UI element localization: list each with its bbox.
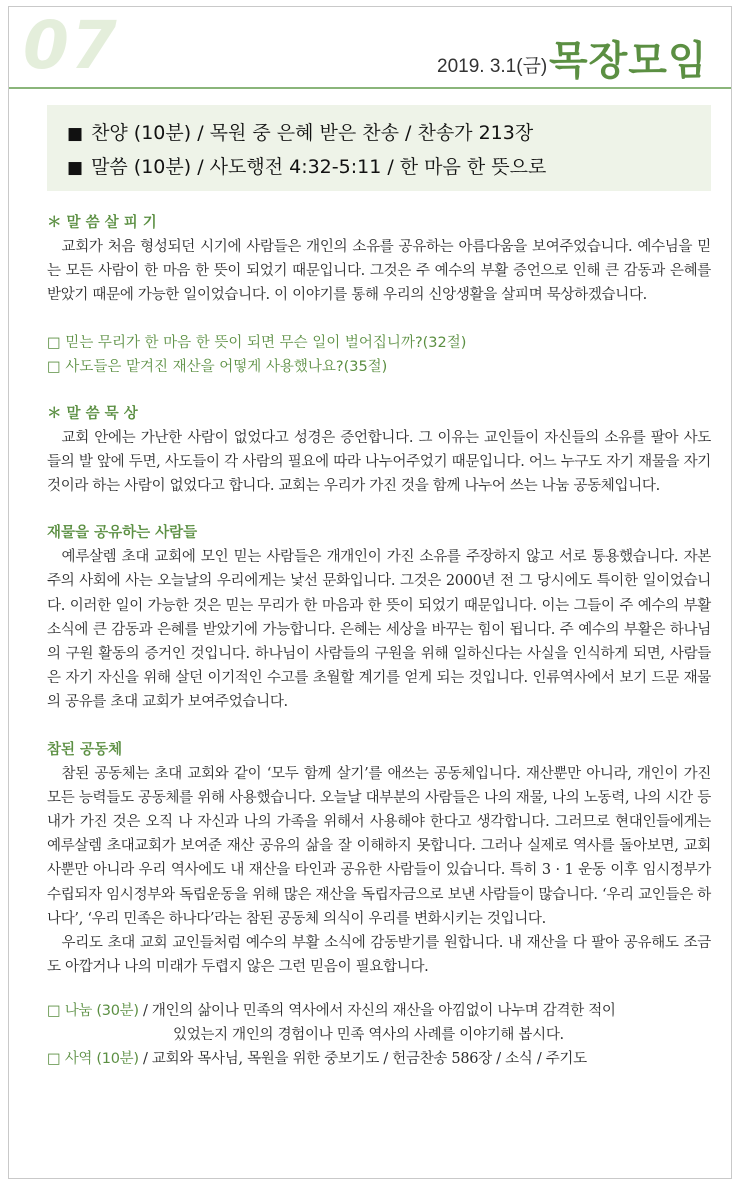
- topic-word: [67, 151, 691, 185]
- topic-praise: [67, 117, 691, 151]
- header-divider: [9, 87, 731, 89]
- page-header: [9, 7, 731, 93]
- square-bullet-icon: ■: [67, 124, 84, 144]
- section-examine-paragraph: 교회가 처음 형성되던 시기에 사람들은 개인의 소유를 공유하는 아름다움을 보여주었습니다. 예수님을 믿는 모든 사람이 한 마음 한 뜻이 되었기 때문입니다. 그것은 주 예수의 부활 증언으로 인해 큰 감동과 은혜를 받았기 때문에 가능한 일이었습니다. 이 이야기를 통해 우리의 신앙생활을 살피며 묵상하겠습니다.: [47, 239, 711, 304]
- section-true-community-paragraph-1: 참된 공동체는 초대 교회와 같이 ‘모두 함께 살기’를 애쓰는 공동체입니다. 재산뿐만 아니라, 개인이 가진 모든 능력들도 공동체를 위해 사용했습니다. 오늘날 대부분의 사람들은 나의 재물, 나의 노동력, 나의 시간 등 내가 가진 것은 오직 나 자신과 나의 가족을 위해서 사용해야 한다고 생각합니다. 그러므로 현대인들에게는 예루살렘 초대교회가 보여준 재산 공유의 삶을 잘 이해하지 못합니다. 그러나 실제로 역사를 돌아보면, 교회사뿐만 아니라 우리 역사에도 내 재산을 타인과 공유한 사람들이 있습니다. 특히 3 · 1 운동 이후 임시정부가 수립되자 임시정부와 독립운동을 위해 많은 재산을 독립자금으로 보낸 사람들이 많습니다. ‘우리 교인들은 하나다’, ‘우리 민족은 하나다’라는 참된 공동체 의식이 우리를 변화시키는 것입니다.: [47, 765, 711, 927]
- topic-word-text: 말씀 (10분) / 사도행전 4:32-5:11 / 한 마음 한 뜻으로: [91, 156, 547, 178]
- section-heading-true-community: 참된 공동체: [47, 741, 123, 758]
- section-true-community-paragraph-2: 우리도 초대 교회 교인들처럼 예수의 부활 소식에 감동받기를 원합니다. 내 재산을 다 팔아 공유해도 조금도 아깝거나 나의 미래가 두렵지 않은 그런 믿음이 필요합니다.: [47, 935, 711, 976]
- square-bullet-icon: ■: [67, 158, 84, 178]
- page-number: 07: [23, 7, 119, 84]
- bulletin-page: [8, 6, 732, 1179]
- topic-praise-text: 찬양 (10분) / 목원 중 은혜 받은 찬송 / 찬송가 213장: [91, 122, 534, 144]
- share-tag: □ 나눔 (30분): [47, 1003, 139, 1020]
- section-heading-meditate: ＊ 말 씀 묵 상: [47, 405, 138, 422]
- page-title: 목장모임: [549, 38, 708, 84]
- section-meditate-paragraph: 교회 안에는 가난한 사람이 없었다고 성경은 증언합니다. 그 이유는 교인들이 자신들의 소유를 팔아 사도들의 발 앞에 두면, 사도들이 각 사람의 필요에 따라 나누어주었기 때문입니다. 어느 누구도 자기 재물을 자기 것이라 하는 사람이 없었다고 합니다. 교회는 우리가 가진 것을 함께 나누어 쓰는 나눔 공동체입니다.: [47, 429, 711, 495]
- mission-tag: □ 사역 (10분): [47, 1051, 139, 1068]
- topics-box: [47, 105, 711, 191]
- question-item: □ 사도들은 맡겨진 재산을 어떻게 사용했나요?(35절): [47, 358, 388, 375]
- question-item: □ 믿는 무리가 한 마음 한 뜻이 되면 무슨 일이 벌어집니까?(32절): [47, 334, 467, 351]
- main-content: [47, 211, 711, 1071]
- share-text-line2: 있었는지 개인의 경험이나 민족 역사의 사례를 이야기해 봅시다.: [173, 1027, 564, 1044]
- section-heading-sharing-wealth: 재물을 공유하는 사람들: [47, 525, 198, 542]
- application-share: [47, 999, 711, 1023]
- mission-text: / 교회와 목사님, 목원을 위한 중보기도 / 헌금찬송 586장 / 소식 / 주기도: [138, 1051, 587, 1068]
- application-mission: [47, 1047, 711, 1071]
- meeting-date: 2019. 3.1(금): [437, 56, 548, 77]
- section-sharing-wealth-paragraph: 예루살렘 초대 교회에 모인 믿는 사람들은 개개인이 가진 소유를 주장하지 않고 서로 통용했습니다. 자본주의 사회에 사는 오늘날의 우리에게는 낯선 문화입니다. 그것은 2000년 전 그 당시에도 특이한 일이었습니다. 이러한 일이 가능한 것은 믿는 무리가 한 마음과 한 뜻이 되었기 때문입니다. 이는 그들이 주 예수의 부활 소식에 큰 감동과 은혜를 받았기에 가능합니다. 은혜는 세상을 바꾸는 힘이 됩니다. 주 예수의 부활은 하나님의 구원 활동의 증거인 것입니다. 하나님이 사람들의 구원을 위해 일하신다는 사실을 인식하게 되면, 사람들은 자기 자신을 위해 살던 이기적인 수고를 초월할 계기를 얻게 되는 것입니다. 인류역사에서 보기 드문 재물의 공유를 초대 교회가 보여주었습니다.: [47, 549, 711, 711]
- section-heading-examine: ＊ 말 씀 살 피 기: [47, 215, 157, 231]
- share-text-line1: / 개인의 삶이나 민족의 역사에서 자신의 재산을 아낌없이 나누며 감격한 적이: [138, 1003, 616, 1020]
